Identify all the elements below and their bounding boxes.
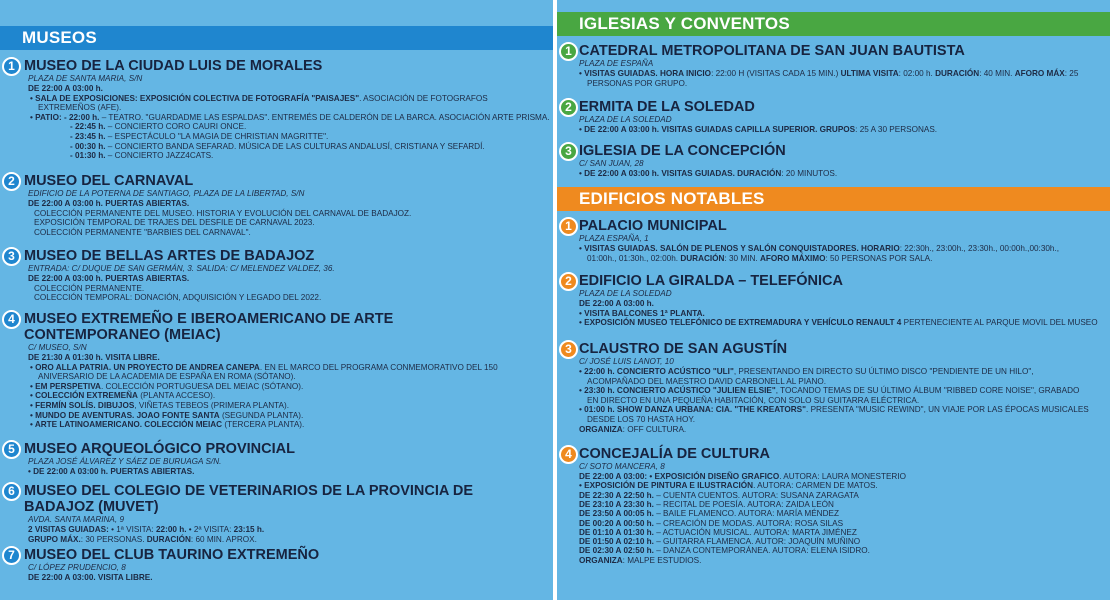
entry-address: PLAZA DE SANTA MARIA, S/N	[28, 74, 143, 83]
entry-title: CLAUSTRO DE SAN AGUSTÍN	[579, 341, 788, 357]
entry-detail-line: DE 22:00 A 03:00 h.	[579, 299, 654, 308]
entry-detail-line: 2 VISITAS GUIADAS: • 1ª VISITA: 22:00 h. • 2ª VISITA: 23:15 h.	[28, 525, 265, 534]
entry-detail-line: COLECCIÓN TEMPORAL: DONACIÓN, ADQUISICIÓN Y LEGADO DEL 2022.	[34, 293, 322, 303]
entry-address: PLAZA DE LA SOLEDAD	[579, 115, 672, 124]
entry-address: C/ JOSÉ LUIS LANOT, 10	[579, 357, 674, 366]
museos-panel	[0, 0, 553, 600]
entry-detail-line: PERSONAS POR GRUPO.	[587, 78, 688, 88]
number-badge: 6	[2, 482, 21, 501]
entry-address: C/ SAN JUAN, 28	[579, 159, 644, 168]
entry-detail-line: DE 01:10 A 01:30 h. – ACTUACIÓN MUSICAL. AUTORA: MARTA JIMÉNEZ	[579, 527, 857, 537]
entry-detail-line: COLECCIÓN PERMANENTE.	[34, 283, 145, 293]
entry-title: MUSEO EXTREMEÑO E IBEROAMERICANO DE ARTE	[24, 311, 394, 327]
entry-detail-line: DE 23:50 A 00:05 h. – BAILE FLAMENCO. AUTORA: MARÍA MÉNDEZ	[579, 509, 839, 519]
entry-detail-line: DE 22:00 A 03:00 h. PUERTAS ABIERTAS.	[28, 199, 190, 208]
entry-detail-line: COLECCIÓN PERMANENTE DEL MUSEO. HISTORIA Y EVOLUCIÓN DEL CARNAVAL DE BADAJOZ.	[34, 208, 412, 218]
entry-detail-line: - 22:45 h. – CONCIERTO CORO CAURI ONCE.	[70, 122, 247, 132]
entry-detail-line: • PATIO: - 22:00 h. – TEATRO. "GUARDADME LAS ESPALDAS". ENTREMÉS DE CALDERÓN DE LA BARCA. ASOCIACIÓN ARTE PRISMA.	[30, 112, 550, 122]
number-badge: 3	[559, 142, 578, 161]
number-badge: 7	[2, 546, 21, 565]
entry-detail-line: • MUNDO DE AVENTURAS. JOAO FONTE SANTA (SEGUNDA PLANTA).	[30, 410, 304, 420]
entry-detail-line: ORGANIZA: OFF CULTURA.	[579, 424, 687, 434]
entry-detail-line: ANIVERSARIO DE LA ACADEMIA DE ESPAÑA EN ROMA (SÓTANO).	[38, 372, 296, 382]
entry-detail-line: • 01:00 h. SHOW DANZA URBANA: CIA. "THE KREATORS". PRESENTA "MUSIC REWIND", UN VIAJE POR LAS ÉPOCAS MUSICALES	[579, 405, 1089, 415]
entry-address: ENTRADA: C/ DUQUE DE SAN GERMÁN, 3. SALIDA: C/ MELENDEZ VALDEZ, 36.	[28, 264, 335, 273]
number-badge: 3	[559, 340, 578, 359]
entry-detail-line: GRUPO MÁX.: 30 PERSONAS. DURACIÓN: 60 MIN. APROX.	[28, 534, 257, 544]
entry-title: CATEDRAL METROPOLITANA DE SAN JUAN BAUTISTA	[579, 43, 965, 59]
number-badge: 2	[559, 98, 578, 117]
entry-detail-line: • ORO ALLA PATRIA. UN PROYECTO DE ANDREA CANEPA. EN EL MARCO DEL PROGRAMA CONMEMORATIVO DEL 150	[30, 362, 498, 372]
entry-detail-line: DESDE LOS 70 HASTA HOY.	[587, 415, 695, 424]
number-badge: 4	[2, 310, 21, 329]
entry-detail-line: DE 23:10 A 23:30 h. – RECITAL DE POESÍA. AUTORA: ZAIDA LEÓN	[579, 499, 834, 509]
number-badge: 1	[559, 42, 578, 61]
entry-detail-line: • SALA DE EXPOSICIONES: EXPOSICIÓN COLECTIVA DE FOTOGRAFÍA "PAISAJES". ASOCIACIÓN DE FOTOGRAFOS	[30, 93, 488, 103]
entry-detail-line: DE 21:30 A 01:30 h. VISITA LIBRE.	[28, 353, 160, 362]
entry-detail-line: DE 22:00 A 03:00. VISITA LIBRE.	[28, 573, 153, 582]
entry-detail-line: EXTREMEÑOS (AFE).	[38, 103, 122, 113]
number-badge: 1	[2, 57, 21, 76]
entry-address: AVDA. SANTA MARINA, 9	[28, 515, 124, 524]
entry-detail-line: DE 22:00 A 03:00: • EXPOSICIÓN DISEÑO GRAFICO. AUTORA: LAURA MONESTERIO	[579, 472, 906, 481]
entry-detail-line: DE 22:00 A 03:00 h.	[28, 84, 103, 93]
number-badge: 1	[559, 217, 578, 236]
entry-title: EDIFICIO LA GIRALDA – TELEFÓNICA	[579, 273, 843, 289]
entry-detail-line: • DE 22:00 A 03:00 h. VISITAS GUIADAS CAPILLA SUPERIOR. GRUPOS: 25 A 30 PERSONAS.	[579, 125, 938, 134]
entry-detail-line: • 23:30 h. CONCIERTO ACÚSTICO "JULIEN ELSIE", TOCANDO TEMAS DE SU ÚLTIMO ÁLBUM "RIBBED CORE NOISE", GRABADO	[579, 386, 1080, 396]
entry-detail-line: DE 02:30 A 02:50 h. – DANZA CONTEMPORÁNEA. AUTORA: ELENA ISIDRO.	[579, 546, 870, 556]
entry-detail-line: • DE 22:00 A 03:00 h. PUERTAS ABIERTAS.	[28, 467, 195, 476]
entry-detail-line: • FERMÍN SOLÍS. DIBUJOS, VIÑETAS TEBEOS (PRIMERA PLANTA).	[30, 401, 289, 410]
entry-address: EDIFICIO DE LA POTERNA DE SANTIAGO, PLAZA DE LA LIBERTAD, S/N	[28, 189, 305, 198]
number-badge: 2	[559, 272, 578, 291]
entry-title: MUSEO DE LA CIUDAD LUIS DE MORALES	[24, 58, 323, 74]
entry-detail-line: 01:00h., 01:30h., 02:00h. DURACIÓN: 30 MIN. AFORO MÁXIMO: 50 PERSONAS POR SALA.	[587, 253, 933, 263]
entry-title: CONCEJALÍA DE CULTURA	[579, 446, 770, 462]
entry-detail-line: • DE 22:00 A 03:00 h. VISITAS GUIADAS. DURACIÓN: 20 MINUTOS.	[579, 169, 838, 178]
entry-detail-line: • COLECCIÓN EXTREMEÑA (PLANTA ACCESO).	[30, 391, 216, 401]
entry-detail-line: DE 22:30 A 22:50 h. – CUENTA CUENTOS. AUTORA: SUSANA ZARAGATA	[579, 490, 859, 500]
entry-title-line2: CONTEMPORANEO (MEIAC)	[24, 327, 221, 343]
entry-detail-line: DE 00:20 A 00:50 h. – CREACIÓN DE MODAS. AUTORA: ROSA SILAS	[579, 518, 844, 528]
entry-detail-line: DE 01:50 A 02:10 h. – GUITARRA FLAMENCA. AUTOR: JOAQUÍN MUÑINO	[579, 537, 861, 547]
entry-detail-line: ORGANIZA: MALPE ESTUDIOS.	[579, 555, 702, 565]
entry-title-line2: BADAJOZ (MUVET)	[24, 499, 159, 515]
entry-address: PLAZA DE ESPAÑA	[579, 59, 654, 68]
entry-address: C/ SOTO MANCERA, 8	[579, 462, 665, 471]
entry-title: MUSEO DEL CLUB TAURINO EXTREMEÑO	[24, 547, 320, 563]
entry-title: ERMITA DE LA SOLEDAD	[579, 99, 755, 115]
entry-detail-line: COLECCIÓN PERMANENTE "BARBIES DEL CARNAVAL".	[34, 227, 251, 237]
entry-title: MUSEO ARQUEOLÓGICO PROVINCIAL	[24, 441, 295, 457]
entry-detail-line: - 00:30 h. – CONCIERTO BANDA SEFARAD. MÚSICA DE LAS CULTURAS ANDALUSÍ, CRISTIANA Y SEFARDÍ.	[70, 141, 485, 151]
number-badge: 4	[559, 445, 578, 464]
museos-header: MUSEOS	[0, 26, 553, 50]
entry-detail-line: EXPOSICIÓN TEMPORAL DE TRAJES DEL DESFILE DE CARNAVAL 2023.	[34, 218, 315, 228]
iglesias-header: IGLESIAS Y CONVENTOS	[557, 12, 1110, 36]
entry-detail-line: - 23:45 h. – ESPECTÁCULO "LA MAGIA DE CHRISTIAN MAGRITTE".	[70, 132, 329, 141]
entry-detail-line: EN DIRECTO EN UNA PEQUEÑA HABITACIÓN, CON SOLO SU GUITARRA ELÉCTRICA.	[587, 395, 920, 405]
entry-title: MUSEO DEL COLEGIO DE VETERINARIOS DE LA PROVINCIA DE	[24, 483, 474, 499]
entry-address: PLAZA JOSÉ ÁLVAREZ Y SÁEZ DE BURUAGA S/N.	[28, 457, 222, 466]
entry-title: PALACIO MUNICIPAL	[579, 218, 727, 234]
entry-detail-line: • 22:00 h. CONCIERTO ACÚSTICO "ULI", PRESENTANDO EN DIRECTO SU ÚLTIMO DISCO "PENDIENTE DE UN HILO",	[579, 367, 1034, 376]
entry-title: MUSEO DE BELLAS ARTES DE BADAJOZ	[24, 248, 315, 264]
entry-title: MUSEO DEL CARNAVAL	[24, 173, 194, 189]
entry-detail-line: DE 22:00 A 03:00 h. PUERTAS ABIERTAS.	[28, 274, 190, 283]
number-badge: 3	[2, 247, 21, 266]
entry-title: IGLESIA DE LA CONCEPCIÓN	[579, 143, 786, 159]
entry-address: PLAZA ESPAÑA, 1	[579, 234, 649, 243]
entry-address: PLAZA DE LA SOLEDAD	[579, 289, 672, 298]
number-badge: 2	[2, 172, 21, 191]
entry-detail-line: • EM PERSPETIVA. COLECCIÓN PORTUGUESA DEL MEIAC (SÓTANO).	[30, 381, 304, 391]
entry-detail-line: • VISITAS GUIADAS. HORA INICIO: 22:00 H (VISITAS CADA 15 MIN.) ULTIMA VISITA: 02:00 h. DURACIÓN: 40 MIN. AFORO MÁX: 25	[579, 69, 1079, 78]
entry-detail-line: ACOMPAÑADO DEL MAESTRO DAVID CARBONELL AL PIANO.	[587, 376, 827, 386]
entry-detail-line: • EXPOSICIÓN MUSEO TELEFÓNICO DE EXTREMADURA Y VEHÍCULO RENAULT 4 PERTENECIENTE AL PARQUE MOVIL DEL MUSEO	[579, 318, 1098, 328]
number-badge: 5	[2, 440, 21, 459]
entry-detail-line: - 01:30 h. – CONCIERTO JAZZ4CATS.	[70, 151, 214, 161]
entry-detail-line: • VISITAS GUIADAS. SALÓN DE PLENOS Y SALÓN CONQUISTADORES. HORARIO: 22:30h., 23:00h., 23:30h., 00:00h.,00:30h.,	[579, 244, 1060, 253]
entry-address: C/ LÓPEZ PRUDENCIO, 8	[28, 563, 126, 572]
entry-detail-line: • ARTE LATINOAMERICANO. COLECCIÓN MEIAC (TERCERA PLANTA).	[30, 420, 305, 430]
edificios-header: EDIFICIOS NOTABLES	[557, 187, 1110, 211]
entry-detail-line: • VISITA BALCONES 1ª PLANTA.	[579, 308, 705, 318]
iglesias-edificios-panel	[557, 0, 1110, 600]
entry-detail-line: • EXPOSICIÓN DE PINTURA E ILUSTRACIÓN. AUTORA: CARMEN DE MATOS.	[579, 481, 878, 491]
entry-address: C/ MUSEO, S/N	[28, 343, 87, 352]
